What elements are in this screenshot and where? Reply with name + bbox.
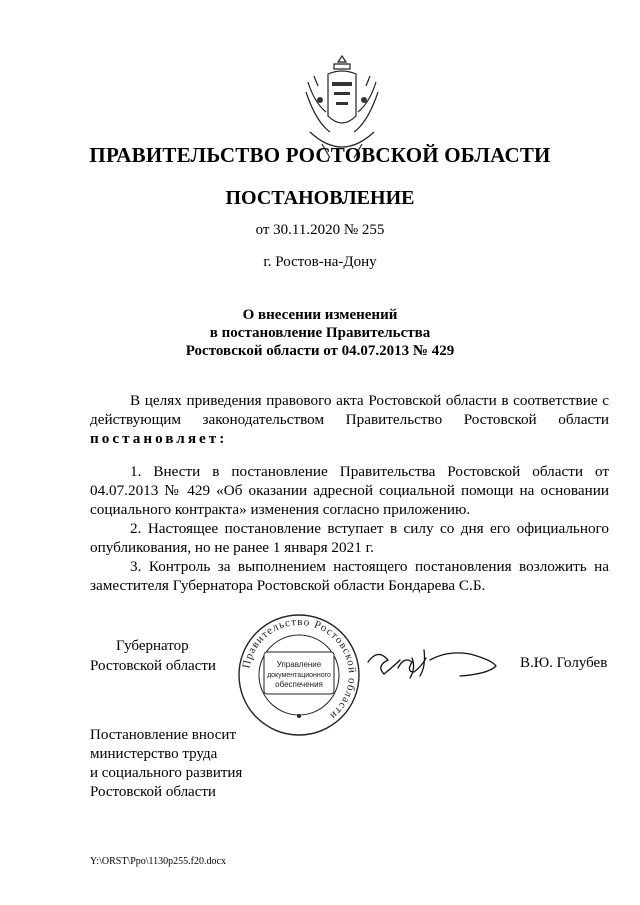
preamble-text: В целях приведения правового акта Ростовской области в соответствие с действующим законодательством Правительство Ростовской области (90, 392, 609, 428)
subject-line: О внесении изменений (242, 307, 398, 323)
list-item: 3. Контроль за выполнением настоящего постановления возложить на заместителя Губернатора Ростовской области Бондарева С.Б. (90, 558, 609, 594)
document-type: ПОСТАНОВЛЕНИЕ (225, 187, 415, 209)
subject-line: Ростовской области от 04.07.2013 № 429 (185, 343, 455, 359)
list-item: 1. Внести в постановление Правительства Ростовской области от 04.07.2013 № 429 «Об оказании адресной социальной помощи на основании социального контракта» изменения согласно приложению. (90, 463, 609, 518)
government-title: ПРАВИТЕЛЬСТВО РОСТОВСКОЙ ОБЛАСТИ (89, 143, 551, 167)
seal-inner-line: документационного (267, 672, 331, 679)
handwritten-signature (364, 640, 504, 686)
file-path: Y:\ORST\Ppo\1130p255.f20.docx (90, 856, 226, 867)
seal-outer-text: Правительство Ростовской области (240, 615, 359, 723)
signatory-title (90, 636, 216, 676)
date-and-number: от 30.11.2020 № 255 (255, 222, 385, 238)
document-subject (0, 306, 640, 360)
submitter-line: Ростовской области (90, 784, 216, 800)
seal-inner-line: обеспечения (275, 680, 323, 689)
signatory-title-line: Ростовской области (90, 658, 216, 674)
official-seal (236, 612, 362, 738)
submitter-line: и социального развития (90, 765, 243, 781)
subject-line: в постановление Правительства (209, 325, 431, 341)
submitter-line: министерство труда (90, 746, 218, 762)
decides-word: постановляет: (90, 430, 228, 447)
preamble (90, 391, 609, 448)
list-item: 2. Настоящее постановление вступает в силу со дня его официального опубликования, но не ранее 1 января 2021 г. (90, 520, 609, 556)
signatory-title-line: Губернатор (116, 638, 189, 654)
city: г. Ростов-на-Дону (263, 254, 377, 270)
seal-inner-line: Управление (276, 660, 322, 669)
submitter-note (90, 726, 242, 802)
signatory-name: В.Ю. Голубев (520, 655, 608, 671)
submitter-line: Постановление вносит (90, 727, 237, 743)
